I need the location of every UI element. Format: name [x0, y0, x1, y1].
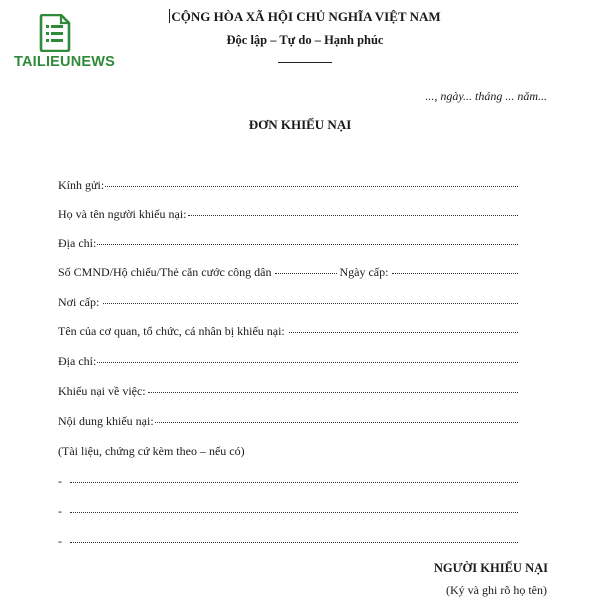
attachment-item — [58, 474, 518, 489]
field-label: Số CMND/Hộ chiếu/Thẻ căn cước công dân — [58, 265, 272, 279]
field-label: Khiếu nại về việc: — [58, 384, 146, 398]
fill-in-line — [97, 243, 518, 245]
date-line: ..., ngày... tháng ... năm... — [425, 89, 547, 103]
fill-in-line — [70, 511, 518, 513]
document-list-icon — [38, 14, 72, 52]
field-respondent — [58, 324, 518, 339]
field-id-number — [58, 265, 518, 280]
logo — [8, 14, 118, 74]
document-title: ĐƠN KHIẾU NẠI — [248, 117, 352, 132]
field-complainant-name — [58, 207, 518, 222]
field-address — [58, 236, 518, 251]
attachment-item — [58, 534, 518, 549]
field-issue-place — [58, 295, 518, 310]
fill-in-line — [105, 185, 518, 187]
motto: Độc lập – Tự do – Hạnh phúc — [226, 33, 384, 47]
nation-text: CỘNG HÒA XÃ HỘI CHỦ NGHĨA VIỆT NAM — [171, 9, 441, 24]
fill-in-line — [275, 272, 337, 274]
fill-in-line — [103, 302, 518, 304]
fill-in-line — [70, 541, 518, 543]
field-label: Địa chỉ: — [58, 236, 97, 250]
field-label: Kính gửi: — [58, 178, 105, 192]
fill-in-line — [155, 421, 518, 423]
bullet-dash: - — [58, 474, 62, 488]
motto-underline — [278, 62, 332, 63]
field-respondent-address — [58, 354, 518, 369]
logo-text: TAILIEUNEWS — [14, 54, 116, 70]
nation-heading — [140, 9, 470, 25]
signer-title: NGƯỜI KHIẾU NẠI — [433, 561, 548, 575]
fill-in-line — [392, 272, 518, 274]
field-label: Địa chỉ: — [58, 354, 97, 368]
field-subject — [58, 384, 518, 399]
field-label: Tên của cơ quan, tổ chức, cá nhân bị khiếu nại: — [58, 324, 285, 338]
bullet-dash: - — [58, 504, 62, 518]
fill-in-line — [97, 361, 518, 363]
signer-note: (Ký và ghi rõ họ tên) — [446, 583, 547, 597]
fill-in-line — [70, 481, 518, 483]
bullet-dash: - — [58, 534, 62, 548]
fill-in-line — [289, 331, 518, 333]
field-label: Nội dung khiếu nại: — [58, 414, 154, 428]
fill-in-line — [188, 214, 519, 216]
field-content — [58, 414, 518, 429]
attachment-item — [58, 504, 518, 519]
fill-in-line — [148, 391, 518, 393]
field-label: Nơi cấp: — [58, 295, 100, 309]
field-label: Họ và tên người khiếu nại: — [58, 207, 187, 221]
field-recipient — [58, 178, 518, 193]
attachments-note: (Tài liệu, chứng cứ kèm theo – nếu có) — [58, 444, 245, 458]
field-label: Ngày cấp: — [339, 265, 389, 279]
national-header — [140, 9, 470, 63]
